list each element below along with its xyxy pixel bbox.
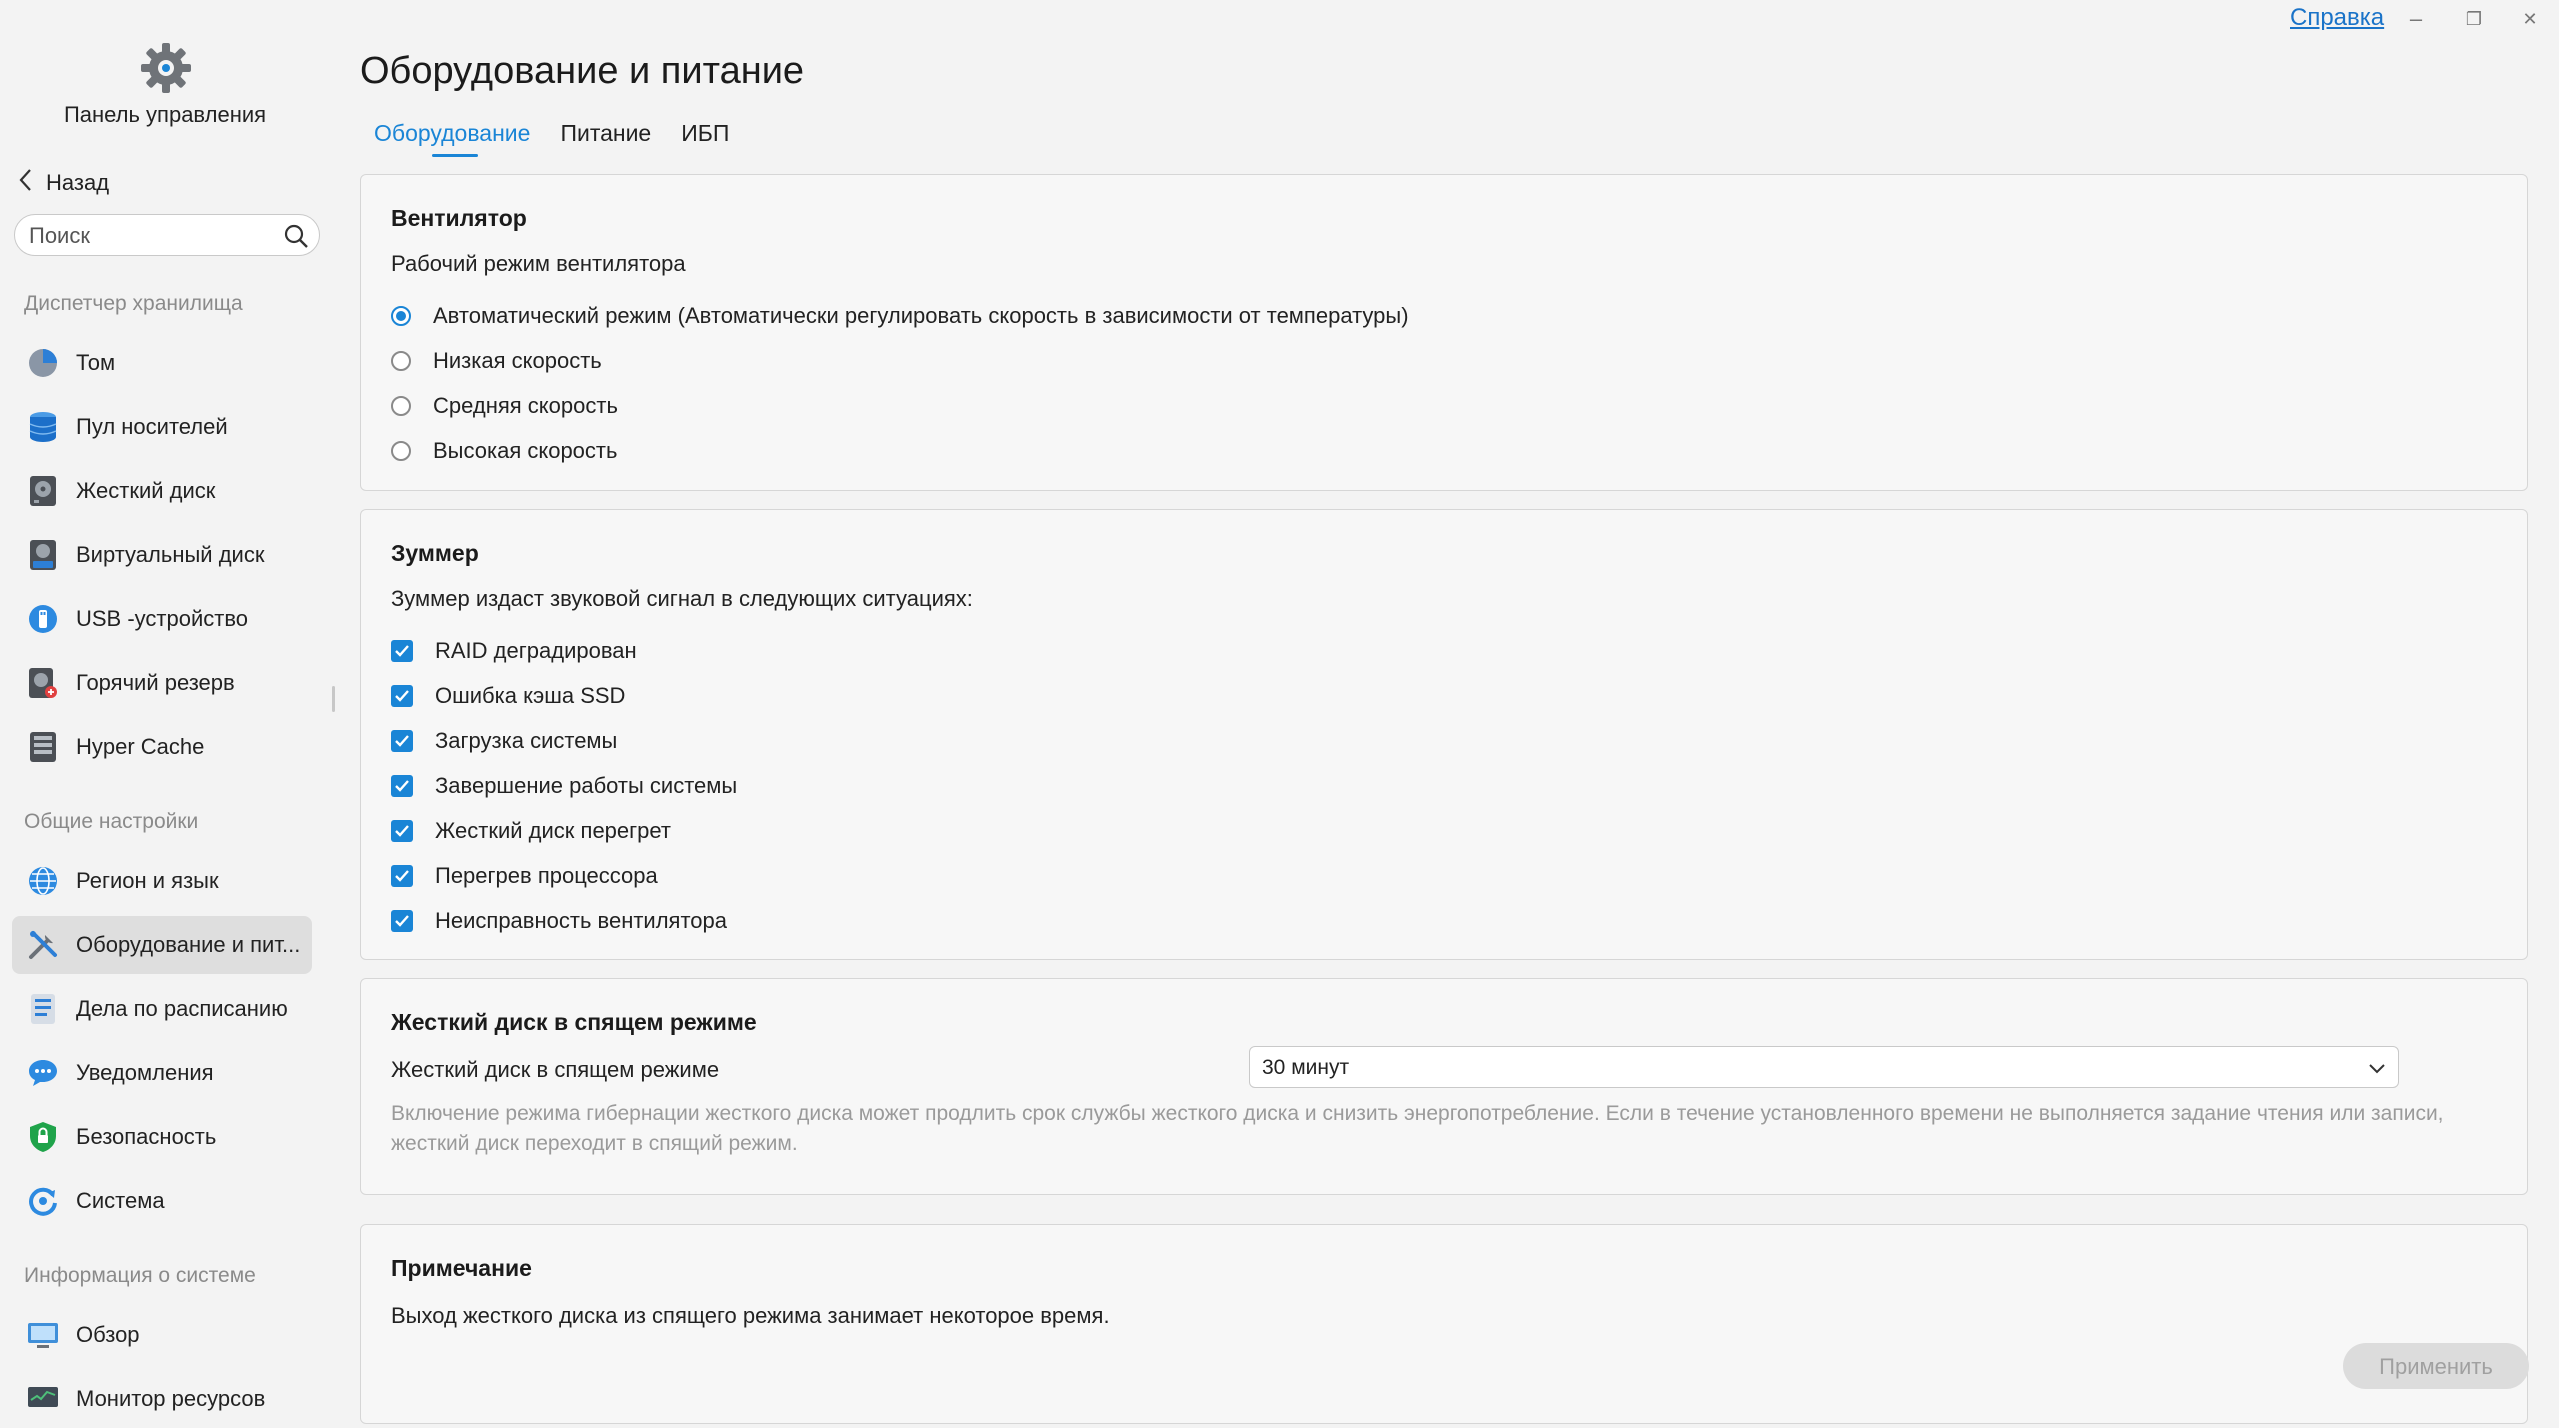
sidebar-item-resource-monitor[interactable] <box>12 1370 312 1428</box>
sidebar-item-label: Виртуальный диск <box>76 542 265 567</box>
fan-mode-auto-option[interactable] <box>391 303 1409 329</box>
sidebar-item-volume[interactable] <box>12 334 312 392</box>
sidebar-item-label: Пул носителей <box>76 414 228 439</box>
fan-mode-low-option[interactable] <box>391 348 602 374</box>
sidebar-item-security[interactable] <box>12 1108 312 1166</box>
radio-button-selected[interactable] <box>391 306 411 326</box>
sidebar-item-hyper-cache[interactable] <box>12 718 312 776</box>
option-label: Завершение работы системы <box>435 773 738 798</box>
checkbox-checked[interactable] <box>391 910 413 932</box>
sidebar-item-scheduled-tasks[interactable] <box>12 980 312 1038</box>
disk-sleep-hint: Включение режима гибернации жесткого диска может продлить срок службы жесткого диска и снизить энергопотребление. Если в течение установленного времени не выполняется задание чтения или записи, жесткий диск переходит в спящий режим. <box>391 1102 2444 1155</box>
fan-card <box>360 174 2528 491</box>
checkbox-checked[interactable] <box>391 775 413 797</box>
sidebar-item-label: USB -устройство <box>76 606 249 631</box>
checkbox-checked[interactable] <box>391 730 413 752</box>
resource-monitor-icon <box>26 1382 60 1416</box>
buzzer-raid-degraded-option[interactable] <box>391 638 637 664</box>
hard-disk-icon <box>26 474 60 508</box>
fan-subheading: Рабочий режим вентилятора <box>391 251 686 276</box>
page-title: Оборудование и питание <box>360 50 805 92</box>
sidebar-item-label: Регион и язык <box>76 868 219 893</box>
fan-mode-medium-option[interactable] <box>391 393 618 419</box>
radio-button[interactable] <box>391 351 411 371</box>
option-label: Неисправность вентилятора <box>435 908 727 933</box>
option-label: Средняя скорость <box>433 393 618 418</box>
storage-pool-icon <box>26 410 60 444</box>
sidebar-item-label: Том <box>76 350 116 375</box>
sidebar-title: Панель управления <box>63 102 267 127</box>
buzzer-card <box>360 509 2528 960</box>
system-icon <box>26 1184 60 1218</box>
disk-sleep-card <box>360 978 2528 1195</box>
sidebar-scrollbar[interactable] <box>332 686 335 712</box>
sidebar-item-overview[interactable] <box>12 1306 312 1364</box>
tab-power[interactable]: Питание <box>560 120 652 146</box>
sidebar-item-hard-disk[interactable] <box>12 462 312 520</box>
chevron-left-icon <box>18 168 34 198</box>
gear-icon <box>138 40 194 96</box>
sidebar-item-hot-spare[interactable] <box>12 654 312 712</box>
sidebar-item-hardware-power[interactable] <box>12 916 312 974</box>
sidebar-item-label: Монитор ресурсов <box>76 1386 266 1411</box>
disk-sleep-heading: Жесткий диск в спящем режиме <box>391 1009 757 1035</box>
search-box <box>14 214 320 256</box>
schedule-icon <box>26 992 60 1026</box>
minimize-button[interactable]: – <box>2409 6 2423 31</box>
option-label: Низкая скорость <box>433 348 602 373</box>
disk-sleep-select[interactable] <box>1249 1046 2399 1088</box>
option-label: Ошибка кэша SSD <box>435 683 626 708</box>
checkbox-checked[interactable] <box>391 640 413 662</box>
buzzer-cpu-overheat-option[interactable] <box>391 863 658 889</box>
buzzer-ssd-cache-error-option[interactable] <box>391 683 625 709</box>
search-input[interactable] <box>27 219 271 253</box>
hot-spare-icon <box>26 666 60 700</box>
sidebar-item-label: Жесткий диск <box>76 478 216 503</box>
sidebar-item-label: Hyper Cache <box>76 734 205 759</box>
option-label: Загрузка системы <box>435 728 618 753</box>
fan-heading: Вентилятор <box>391 205 527 231</box>
search-icon[interactable] <box>283 223 309 249</box>
section-system-info: Информация о системе <box>24 1264 256 1287</box>
select-value: 30 минут <box>1262 1056 1350 1079</box>
checkbox-checked[interactable] <box>391 865 413 887</box>
radio-button[interactable] <box>391 396 411 416</box>
radio-button[interactable] <box>391 441 411 461</box>
back-label: Назад <box>46 170 110 195</box>
buzzer-subheading: Зуммер издаст звуковой сигнал в следующих ситуациях: <box>391 586 973 611</box>
buzzer-system-shutdown-option[interactable] <box>391 773 737 799</box>
note-heading: Примечание <box>391 1255 532 1281</box>
sidebar-item-virtual-disk[interactable] <box>12 526 312 584</box>
sidebar-item-label: Обзор <box>76 1322 140 1347</box>
checkbox-checked[interactable] <box>391 820 413 842</box>
help-link[interactable]: Справка <box>2290 4 2385 31</box>
volume-icon <box>26 346 60 380</box>
option-label: Жесткий диск перегрет <box>435 818 671 843</box>
note-text: Выход жесткого диска из спящего режима занимает некоторое время. <box>391 1303 1110 1328</box>
hyper-cache-icon <box>26 730 60 764</box>
note-card <box>360 1224 2528 1424</box>
checkbox-checked[interactable] <box>391 685 413 707</box>
tools-icon <box>26 928 60 962</box>
sidebar-item-label: Безопасность <box>76 1124 217 1149</box>
chevron-down-icon <box>2368 1059 2386 1077</box>
sidebar-item-storage-pool[interactable] <box>12 398 312 456</box>
sidebar-item-label: Дела по расписанию <box>76 996 288 1021</box>
sidebar-item-label: Уведомления <box>76 1060 214 1085</box>
option-label: Перегрев процессора <box>435 863 658 888</box>
restore-button[interactable]: ❐ <box>2465 9 2483 29</box>
option-label: RAID деградирован <box>435 638 637 663</box>
sidebar-item-label: Система <box>76 1188 165 1213</box>
buzzer-heading: Зуммер <box>391 540 479 566</box>
option-label: Высокая скорость <box>433 438 618 463</box>
sidebar-item-region-language[interactable] <box>12 852 312 910</box>
section-general-settings: Общие настройки <box>24 810 199 833</box>
option-label: Автоматический режим (Автоматически регулировать скорость в зависимости от температуры) <box>433 303 1409 328</box>
sidebar-item-notifications[interactable] <box>12 1044 312 1102</box>
disk-sleep-field-label: Жесткий диск в спящем режиме <box>391 1057 720 1082</box>
buzzer-fan-failure-option[interactable] <box>391 908 727 934</box>
monitor-icon <box>26 1318 60 1352</box>
apply-button[interactable]: Применить <box>2343 1343 2529 1389</box>
usb-icon <box>26 602 60 636</box>
virtual-disk-icon <box>26 538 60 572</box>
buzzer-system-boot-option[interactable] <box>391 728 617 754</box>
fan-mode-high-option[interactable] <box>391 438 617 464</box>
globe-icon <box>26 864 60 898</box>
tab-hardware[interactable]: Оборудование <box>374 120 530 157</box>
chat-icon <box>26 1056 60 1090</box>
section-storage-manager: Диспетчер хранилища <box>24 292 243 315</box>
shield-lock-icon <box>26 1120 60 1154</box>
sidebar-item-label: Горячий резерв <box>76 670 235 695</box>
close-button[interactable]: ✕ <box>2522 9 2538 29</box>
sidebar-item-system[interactable] <box>12 1172 312 1230</box>
sidebar-item-usb[interactable] <box>12 590 312 648</box>
tab-bar <box>374 120 759 157</box>
back-button[interactable] <box>18 168 109 198</box>
sidebar-item-label: Оборудование и пит... <box>76 932 301 957</box>
buzzer-disk-overheat-option[interactable] <box>391 818 671 844</box>
tab-ups[interactable]: ИБП <box>681 120 730 146</box>
